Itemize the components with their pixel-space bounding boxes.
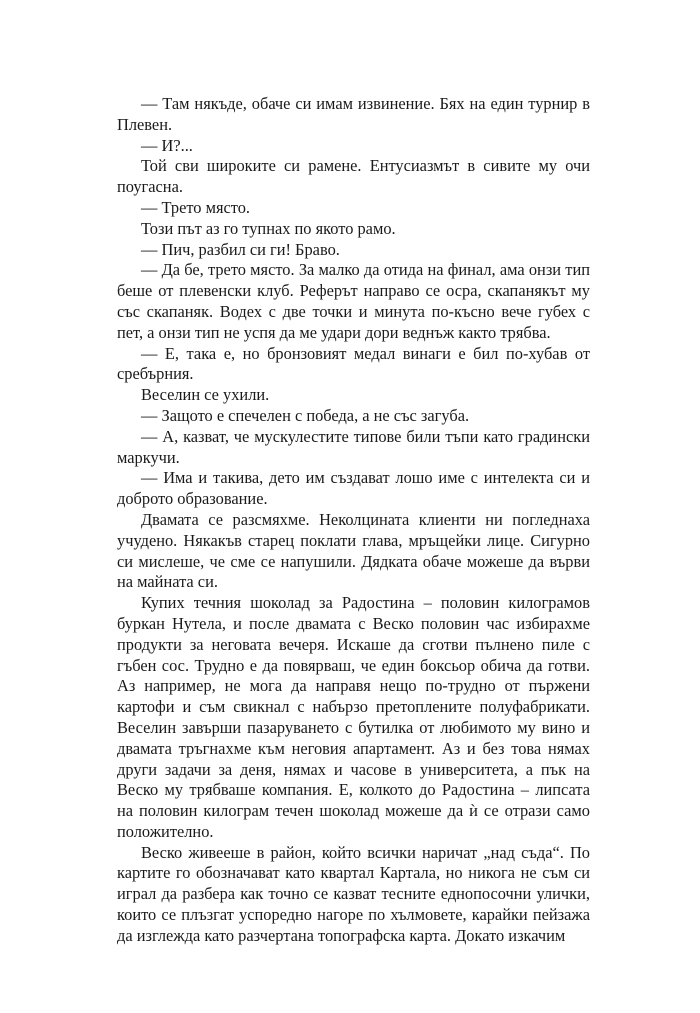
narrative-paragraph: Веско живееше в район, който всички наричат „над съда“. По картите го обозначават като квартал Картала, но никога не съм си играл да разбера как точно се казват тесните еднопосочни улички, които се плъзгат успоредно нагоре по хълмовете, карайки пейзажа да изглежда като разчертана топографска карта. Докато изкачим	[117, 842, 590, 945]
narrative-paragraph: Двамата се разсмяхме. Неколцината клиенти ни погледнаха учудено. Някакъв старец поклати глава, мръщейки лице. Сигурно си мислеше, че сме се напушили. Дядката обаче можеше да върви на майната си.	[117, 509, 590, 592]
dialogue-paragraph: — Пич, разбил си ги! Браво.	[141, 239, 340, 259]
text-body	[117, 94, 590, 947]
dialogue-paragraph: — А, казват, че мускулестите типове били тъпи като градински маркучи.	[117, 426, 590, 467]
narrative-paragraph: Този път аз го тупнах по якото рамо.	[141, 218, 396, 238]
dialogue-paragraph: — Е, така е, но бронзовият медал винаги е бил по-хубав от сребърния.	[117, 343, 590, 384]
dialogue-paragraph: — Има и такива, дето им създават лошо име с интелекта си и доброто образование.	[117, 468, 590, 509]
dialogue-paragraph: — Защото е спечелен с победа, а не със загуба.	[141, 405, 470, 425]
narrative-paragraph: Купих течния шоколад за Радостина – половин килограмов буркан Нутела, и после двамата с Веско половин час избирахме продукти за неговата вечеря. Искаше да сготви пълнено пиле с гъбен сос. Трудно е да повярваш, че един боксьор обича да готви. Аз например, не мога да направя нещо по-трудно от пържени картофи и съм свикнал с набързо претоплените полуфабрикати. Веселин завърши пазаруването с бутилка от любимото му вино и двамата тръгнахме към неговия апартамент. Аз и без това нямах други задачи за деня, нямах и часове в университета, а пък на Веско му трябваше компания. Е, колкото до Радостина – липсата на половин килограм течен шоколад можеше да ѝ се отрази само положително.	[117, 593, 590, 841]
narrative-paragraph: Веселин се ухили.	[141, 385, 270, 405]
dialogue-paragraph: — Трето място.	[141, 197, 251, 217]
narrative-paragraph: Той сви широките си рамене. Ентусиазмът в сивите му очи поугасна.	[117, 156, 590, 197]
dialogue-paragraph: — Там някъде, обаче си имам извинение. Бях на един турнир в Плевен.	[117, 94, 590, 134]
dialogue-paragraph: — И?...	[141, 135, 193, 155]
dialogue-paragraph: — Да бе, трето място. За малко да отида на финал, ама онзи тип беше от плевенски клуб. Реферът направо се осра, скапанякът му със скапаняк. Водех с две точки и минута по-късно вече губех с пет, а онзи тип не успя да ме удари дори веднъж както трябва.	[117, 260, 590, 342]
